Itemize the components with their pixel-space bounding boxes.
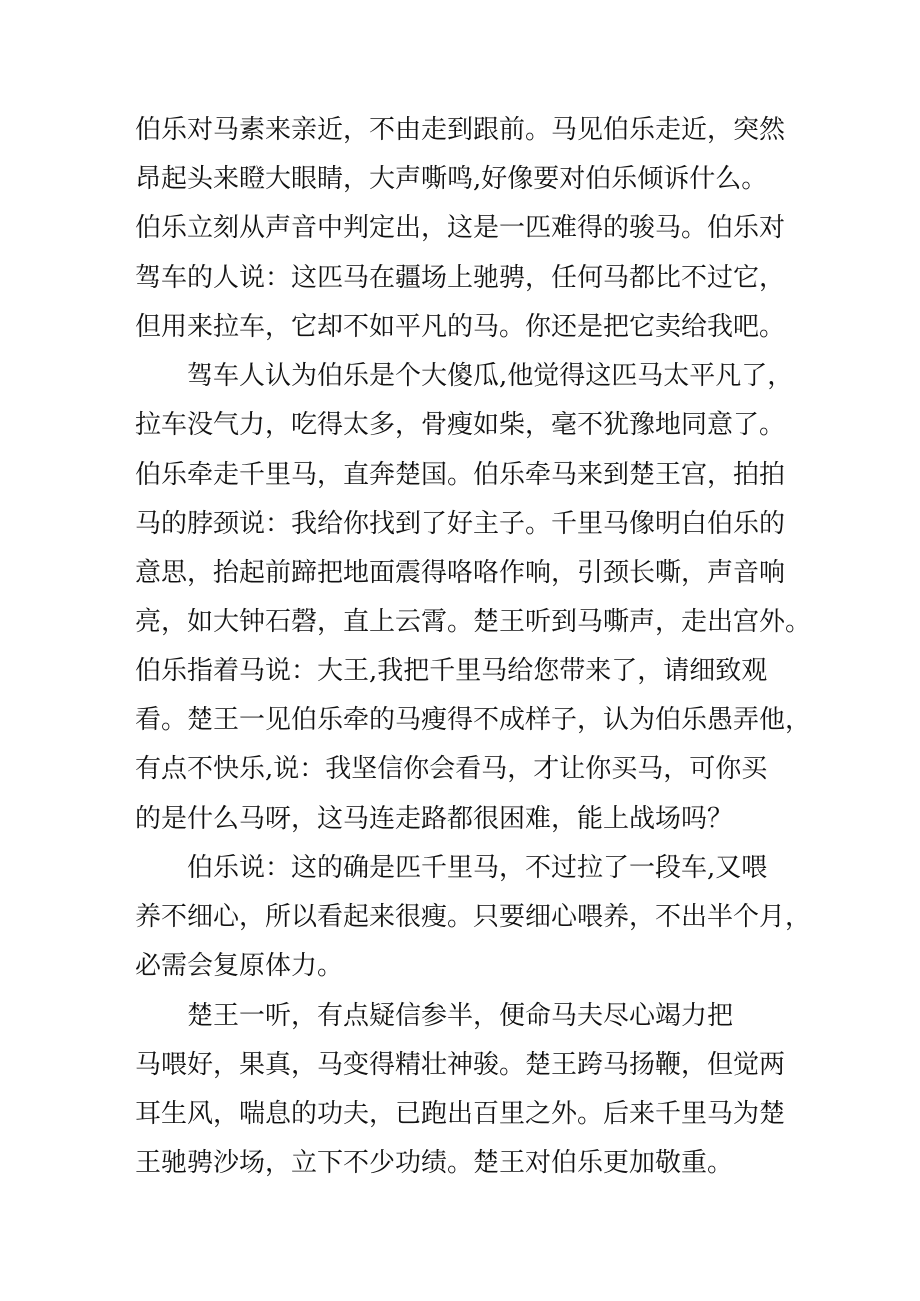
text-line: 王驰骋沙场，立下不少功绩。楚王对伯乐更加敬重。 (135, 1148, 734, 1178)
text-line: 伯乐立刻从声音中判定出，这是一匹难得的骏马。伯乐对 (135, 213, 786, 243)
text-line: 但用来拉车，它却不如平凡的马。你还是把它卖给我吧。 (135, 312, 786, 342)
text-line: 伯乐对马素来亲近，不由走到跟前。马见伯乐走近，突然 (135, 115, 786, 145)
text-line: 伯乐牵走千里马，直奔楚国。伯乐牵马来到楚王宫，拍拍 (135, 460, 786, 490)
text-line: 昂起头来瞪大眼睛，大声嘶鸣,好像要对伯乐倾诉什么。 (135, 164, 768, 194)
text-line: 看。楚王一见伯乐牵的马瘦得不成样子，认为伯乐愚弄他， (135, 705, 812, 735)
text-line: 伯乐指着马说：大王,我把千里马给您带来了，请细致观 (135, 656, 768, 686)
text-line: 马喂好，果真，马变得精壮神骏。楚王跨马扬鞭，但觉两 (135, 1050, 786, 1080)
text-line: 的是什么马呀，这马连走路都很困难，能上战场吗？ (135, 804, 734, 834)
text-line: 拉车没气力，吃得太多，骨瘦如柴，毫不犹豫地同意了。 (135, 410, 786, 440)
text-line: 马的脖颈说：我给你找到了好主子。千里马像明白伯乐的 (135, 509, 786, 539)
text-line: 楚王一听，有点疑信参半，便命马夫尽心竭力把 (187, 1001, 734, 1031)
text-line: 意思，抬起前蹄把地面震得咯咯作响，引颈长嘶，声音响 (135, 558, 786, 588)
text-line: 耳生风，喘息的功夫，已跑出百里之外。后来千里马为楚 (135, 1099, 786, 1129)
text-line: 养不细心，所以看起来很瘦。只要细心喂养，不出半个月， (135, 902, 812, 932)
text-line: 有点不快乐,说：我坚信你会看马，才让你买马，可你买 (135, 754, 768, 784)
text-line: 驾车的人说：这匹马在疆场上驰骋，任何马都比不过它， (135, 263, 786, 293)
text-line: 伯乐说：这的确是匹千里马，不过拉了一段车,又喂 (187, 853, 768, 883)
text-line: 亮，如大钟石磬，直上云霄。楚王听到马嘶声，走出宫外。 (135, 607, 812, 637)
text-line: 驾车人认为伯乐是个大傻瓜,他觉得这匹马太平凡了， (187, 361, 794, 391)
text-line: 必需会复原体力。 (135, 951, 344, 981)
